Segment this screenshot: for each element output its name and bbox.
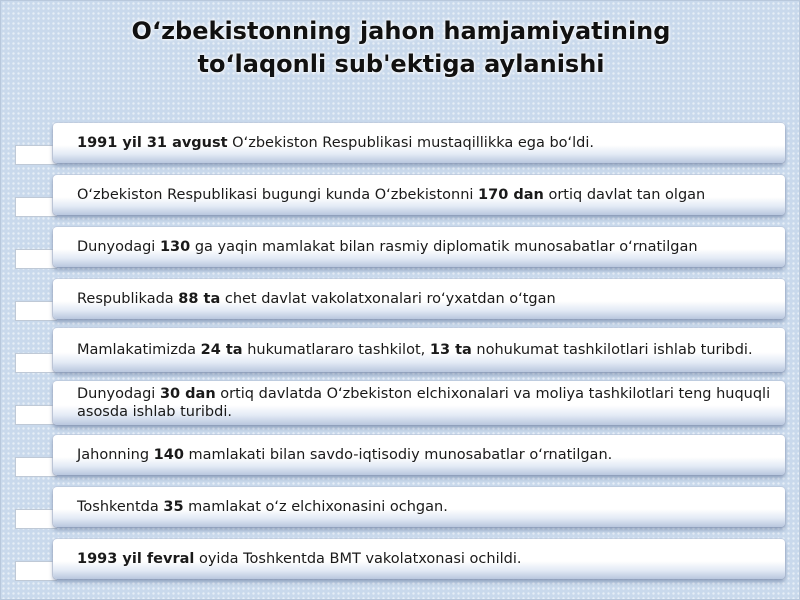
fact-bar: [53, 487, 785, 527]
fact-text-segment: Toshkentda: [77, 499, 164, 515]
fact-text-segment: Mamlakatimizda: [77, 342, 201, 358]
fact-text-segment: O‘zbekiston Respublikasi mustaqillikka ega bo‘ldi.: [227, 135, 595, 151]
fact-highlight: 13 ta: [429, 342, 472, 358]
fact-text-segment: O‘zbekiston Respublikasi bugungi kunda O‘zbekistonni: [77, 187, 479, 203]
fact-text: [77, 550, 521, 568]
fact-text-segment: Respublikada: [77, 291, 179, 307]
fact-text-segment: mamlakati bilan savdo-iqtisodiy munosabatlar o‘rnatilgan.: [183, 447, 613, 463]
fact-text: [77, 385, 773, 421]
fact-text-segment: Dunyodagi: [77, 239, 160, 255]
fact-text-segment: ortiq davlatda O‘zbekiston elchixonalari va moliya tashkilotlari teng huquqli asosda ishlab turibdi.: [77, 386, 771, 420]
fact-highlight: 88 ta: [178, 291, 221, 307]
fact-bar: [53, 435, 785, 475]
fact-text-segment: hukumatlararo tashkilot,: [242, 342, 430, 358]
fact-bar: [53, 539, 785, 579]
fact-highlight: 35: [163, 499, 184, 515]
row-tab: [15, 561, 57, 581]
row-tab: [15, 457, 57, 477]
row-tab: [15, 405, 57, 425]
row-tab: [15, 249, 57, 269]
fact-highlight: 30 dan: [159, 386, 216, 402]
row-tab: [15, 145, 57, 165]
fact-bar: [53, 328, 785, 372]
fact-highlight: 170 dan: [478, 187, 544, 203]
slide-title: [41, 15, 761, 81]
fact-text: [77, 498, 448, 516]
fact-highlight: 1991 yil 31 avgust: [77, 135, 228, 151]
row-tab: [15, 197, 57, 217]
fact-text-segment: mamlakat o‘z elchixonasini ochgan.: [183, 499, 448, 515]
fact-highlight: 140: [153, 447, 184, 463]
fact-bar: [53, 175, 785, 215]
fact-bar: [53, 381, 785, 425]
fact-text-segment: Jahonning: [77, 447, 154, 463]
fact-highlight: 24 ta: [200, 342, 243, 358]
fact-bar: [53, 227, 785, 267]
fact-text-segment: ortiq davlat tan olgan: [543, 187, 706, 203]
row-tab: [15, 353, 57, 373]
fact-text-segment: nohukumat tashkilotlari ishlab turibdi.: [471, 342, 753, 358]
fact-text-segment: oyida Toshkentda BMT vakolatxonasi ochildi.: [194, 551, 522, 567]
fact-text-segment: chet davlat vakolatxonalari ro‘yxatdan o‘tgan: [220, 291, 556, 307]
row-tab: [15, 301, 57, 321]
fact-text: [77, 290, 556, 308]
fact-text: [77, 341, 753, 359]
title-line-1: O‘zbekistonning jahon hamjamiyatining: [131, 17, 671, 45]
title-line-2: to‘laqonli sub'ektiga aylanishi: [197, 50, 605, 78]
fact-bar: [53, 123, 785, 163]
fact-text-segment: Dunyodagi: [77, 386, 160, 402]
fact-text: [77, 238, 698, 256]
fact-highlight: 1993 yil fevral: [77, 551, 195, 567]
fact-bar: [53, 279, 785, 319]
fact-text: [77, 186, 705, 204]
fact-text: [77, 446, 612, 464]
fact-text: [77, 134, 594, 152]
fact-highlight: 130: [159, 239, 191, 255]
fact-text-segment: ga yaqin mamlakat bilan rasmiy diplomatik munosabatlar o‘rnatilgan: [190, 239, 698, 255]
row-tab: [15, 509, 57, 529]
